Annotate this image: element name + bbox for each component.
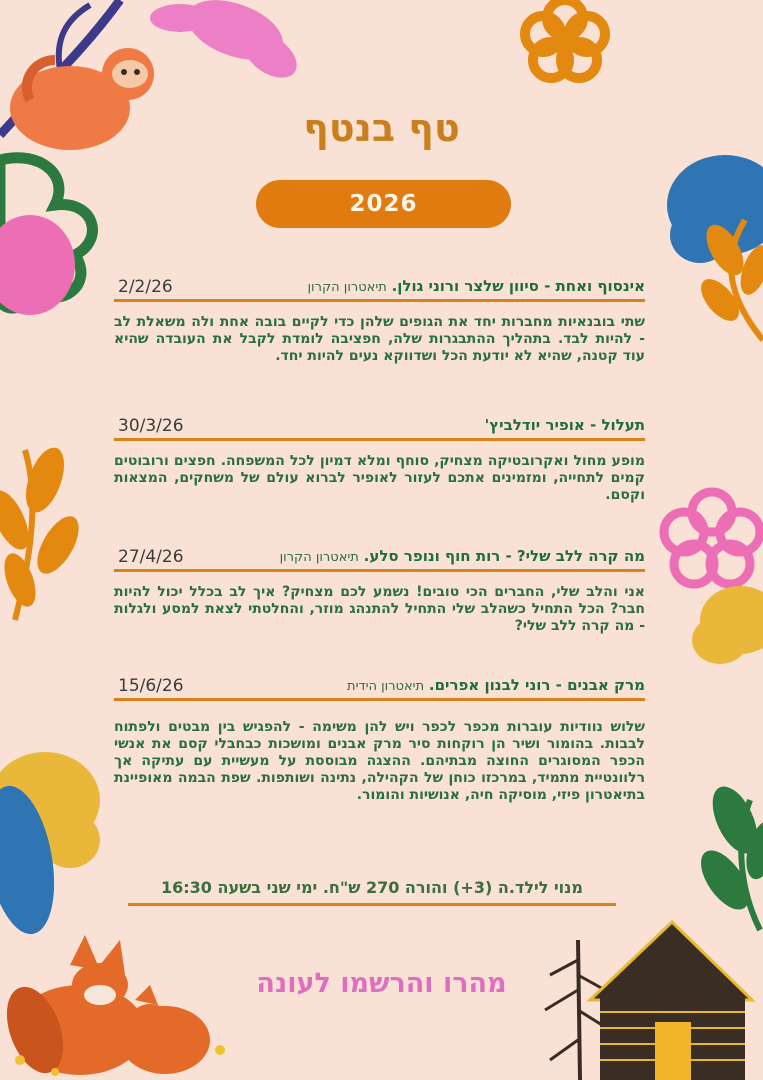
event-header [114,271,645,302]
pink-leaf-illustration [150,0,305,87]
event-name: אינסוף ואחת - סיוון שלצר ורוני גולן. [391,277,645,295]
event-name: מרק אבנים - רוני לבנון אפרים. [428,676,645,694]
event-venue: תיאטרון הקרון [279,550,359,565]
page-title: טף בנטף [303,106,460,150]
blue-leaf-illustration [667,155,763,263]
event-description: מופע מחול ואקרובטיקה מצחיק, סוחף ומלא דמיון לכל המשפחה. חפצים ורובוטים קמים לתחייה, ומזמינים אתכם לעזור לאופיר לברוא עולם של משחקים, המצאות וקסם. [114,453,645,503]
event-block [114,410,645,504]
event-header [114,541,645,572]
event-name: תעלול - אופיר יודלביץ' [484,416,645,434]
yellow-bush-illustration [692,586,763,664]
fox-illustration [0,935,225,1080]
event-date: 2/2/26 [118,277,173,297]
event-block [114,271,645,365]
registration-call-to-action: מהרו והרשמו לעונה [256,968,507,999]
subscription-price: מנוי לילד.ה (3+) והורה 270 ש"ח. ימי שני בשעה 16:30 [128,878,616,906]
event-block [114,541,645,635]
left-orange-leaf-illustration [0,443,87,620]
event-header [114,410,645,441]
pink-flower-illustration [664,492,760,584]
event-date: 30/3/26 [118,416,184,436]
cabin-illustration [590,922,752,1080]
year-badge: 2026 [256,180,511,228]
event-header [114,670,645,701]
event-title [485,416,645,434]
orange-flower-illustration [525,0,605,78]
event-description: אני והלב שלי, החברים הכי טובים! נשמע לכם מצחיק? איך לב בכלל יכול להיות חבר? הכל התחיל כשהלב שלי התחיל להתנהג מוזר, והחלטתי לצאת למסע ולגלות - מה קרה ללב שלי? [114,584,645,634]
event-title [280,547,645,565]
event-description: שתי בובנאיות מחברות יחד את הגופים שלהן כדי לקיים בובה אחת ולה משאלת לב - להיות לבד. בתהליך ההתבגרות שלה, חפציבה לומדת לקבל את העובדה שהיא עוד קטנה, שהיא לא יודעת הכל ושדווקא נעים להיות יחד. [114,314,645,364]
event-venue: תיאטרון הקרון [307,280,387,295]
event-date: 15/6/26 [118,676,184,696]
event-date: 27/4/26 [118,547,184,567]
event-block [114,670,645,804]
orange-leaf-illustration [694,219,763,340]
event-title [347,676,645,694]
green-flower-illustration [0,158,92,315]
event-title [308,277,645,295]
tree-illustration [545,940,610,1080]
event-name: מה קרה ללב שלי? - רות חוף ונופר סלע. [363,547,645,565]
event-description: שלוש נוודיות עוברות מכפר לכפר ויש להן משימה - להפגיש בין מבטים ולפתוח לבבות. בהומור ושיר הן רוקחות סיר מרק אבנים ומושכות כבחבלי קסם את אנשי הכפר המסוגרים החוצה מבתיהם. ההצגה מבוססת על מעשיית עם עתיקה אך רלוונטיית מתמיד, במרכזו כוחן של הקהילה, נתינה ושותפות. שפת הבמה מאופיינת בתיאטרון פיזי, מוסיקה חיה, אנושיות והומור. [114,719,645,803]
left-bottom-bushes-illustration [0,752,100,939]
event-venue: תיאטרון הידית [347,679,425,694]
green-leaf-illustration [692,780,763,930]
